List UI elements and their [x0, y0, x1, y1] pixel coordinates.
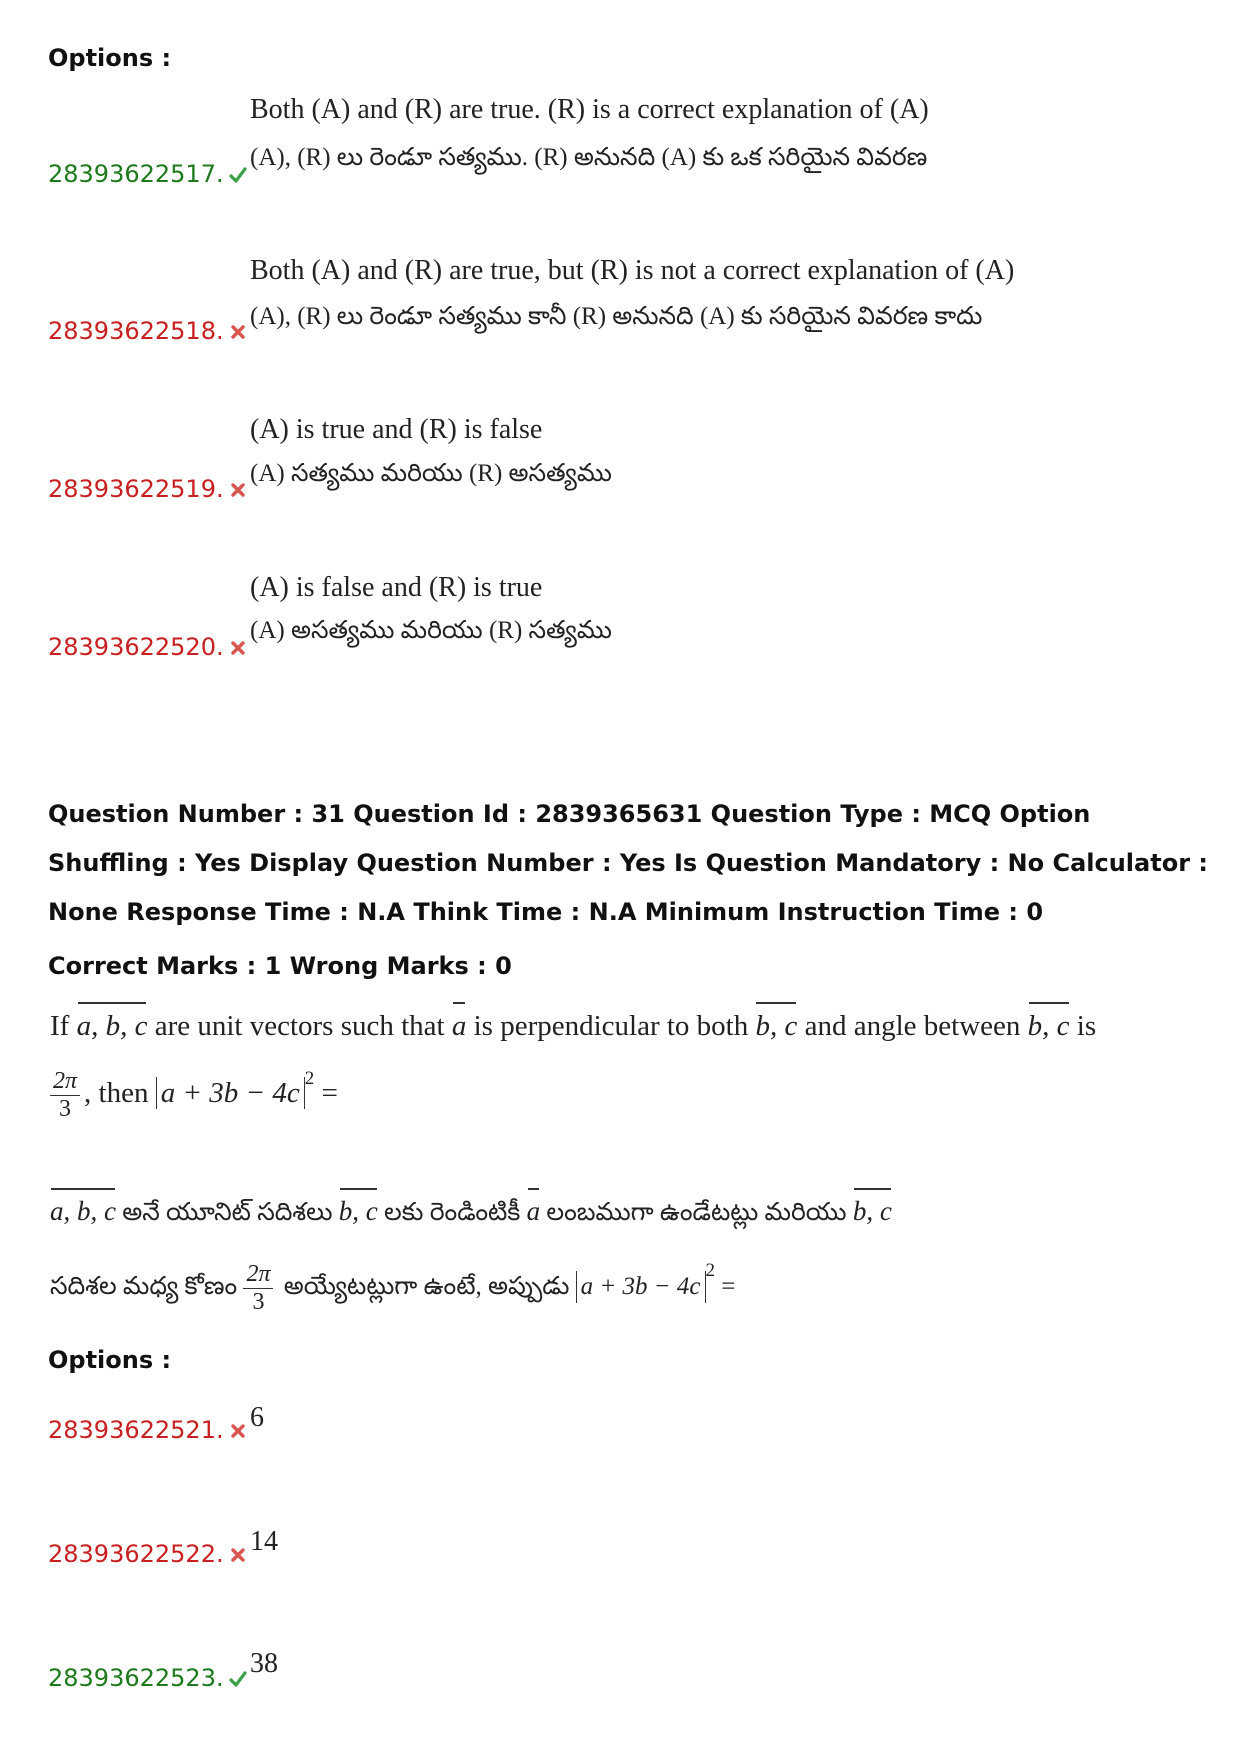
exponent: 2 — [304, 1068, 315, 1089]
options-heading: Options : — [48, 44, 172, 72]
equals-sign: = — [721, 1273, 736, 1300]
option-row — [48, 1540, 248, 1568]
word: సదిశల మధ్య కోణం — [50, 1273, 238, 1300]
word: , then — [84, 1077, 149, 1109]
vector-abc: a, b, c — [50, 1196, 116, 1226]
vector-a: a — [526, 1196, 541, 1226]
option-row — [48, 1416, 248, 1444]
fraction — [243, 1261, 273, 1315]
options-heading: Options : — [48, 1346, 172, 1374]
option-text-en: (A) is false and (R) is true — [250, 572, 543, 603]
vector-norm — [576, 1271, 706, 1303]
word: If — [50, 1010, 70, 1042]
option-row — [48, 317, 248, 345]
norm-expression: a + 3b − 4c — [580, 1273, 701, 1300]
option-text-en: Both (A) and (R) are true, but (R) is not a correct explanation of (A) — [250, 255, 1015, 286]
option-id: 28393622517. — [48, 160, 224, 188]
option-id: 28393622521. — [48, 1416, 224, 1444]
option-id: 28393622518. — [48, 317, 224, 345]
word: అయ్యేటట్లుగా ఉంటే, అప్పుడు — [283, 1273, 570, 1300]
option-value: 38 — [250, 1648, 278, 1679]
option-row — [48, 1664, 248, 1692]
option-row — [48, 475, 248, 503]
option-text-en: (A) is true and (R) is false — [250, 414, 543, 445]
option-row — [48, 633, 248, 661]
question-text-te-line2 — [50, 1260, 735, 1315]
option-value: 14 — [250, 1526, 278, 1557]
word: లకు రెండింటికీ — [384, 1199, 521, 1226]
option-id: 28393622522. — [48, 1540, 224, 1568]
option-text-en: Both (A) and (R) are true. (R) is a correct explanation of (A) — [250, 94, 929, 125]
word: is — [1076, 1010, 1097, 1042]
vector-norm — [156, 1077, 305, 1109]
word: లంబముగా ఉండేటట్లు మరియు — [546, 1199, 847, 1226]
vector-bc: b, c — [338, 1196, 378, 1226]
equals-sign: = — [321, 1077, 338, 1109]
vector-bc: b, c — [1027, 1010, 1070, 1042]
word: are unit vectors such that — [154, 1010, 445, 1042]
exponent: 2 — [705, 1260, 715, 1281]
cross-icon — [228, 1545, 248, 1565]
option-text-te: (A), (R) లు రెండూ సత్యము. (R) అనునది (A) కు ఒక సరియైన వివరణ — [250, 144, 928, 171]
cross-icon — [228, 638, 248, 658]
fraction-denominator: 3 — [252, 1288, 265, 1315]
cross-icon — [228, 322, 248, 342]
vector-abc: a, b, c — [76, 1010, 148, 1042]
option-id: 28393622519. — [48, 475, 224, 503]
fraction-numerator: 2π — [50, 1068, 80, 1095]
marks-info: Correct Marks : 1 Wrong Marks : 0 — [48, 952, 512, 980]
option-id: 28393622523. — [48, 1664, 224, 1692]
option-value: 6 — [250, 1402, 264, 1433]
word: అనే యూనిట్ సదిశలు — [122, 1199, 333, 1226]
vector-bc: b, c — [852, 1196, 892, 1226]
option-row — [48, 160, 248, 188]
option-text-te: (A) సత్యము మరియు (R) అసత్యము — [250, 460, 612, 487]
cross-icon — [228, 1421, 248, 1441]
vector-bc: b, c — [755, 1010, 798, 1042]
checkmark-icon — [228, 165, 248, 185]
question-text-te-line1 — [50, 1196, 892, 1233]
option-text-te: (A), (R) లు రెండూ సత్యము కానీ (R) అనునది (A) కు సరియైన వివరణ కాదు — [250, 303, 983, 330]
vector-a: a — [451, 1010, 467, 1042]
norm-expression: a + 3b − 4c — [160, 1077, 300, 1109]
fraction-denominator: 3 — [59, 1095, 72, 1122]
word: is perpendicular to both — [473, 1010, 749, 1042]
word: and angle between — [804, 1010, 1021, 1042]
fraction — [50, 1068, 80, 1122]
option-id: 28393622520. — [48, 633, 224, 661]
question-text-en-line1 — [50, 1010, 1096, 1043]
option-text-te: (A) అసత్యము మరియు (R) సత్యము — [250, 617, 612, 644]
checkmark-icon — [228, 1669, 248, 1689]
question-meta: Question Number : 31 Question Id : 2839365631 Question Type : MCQ Option Shuffling : Yes Display Question Number : Yes Is Question Mandatory : No Calculator : None Response Time : N.A Think Time : N.A Minimum Instruction Time : 0 — [48, 800, 1208, 926]
fraction-numerator: 2π — [243, 1261, 273, 1288]
question-text-en-line2 — [50, 1068, 338, 1122]
cross-icon — [228, 480, 248, 500]
